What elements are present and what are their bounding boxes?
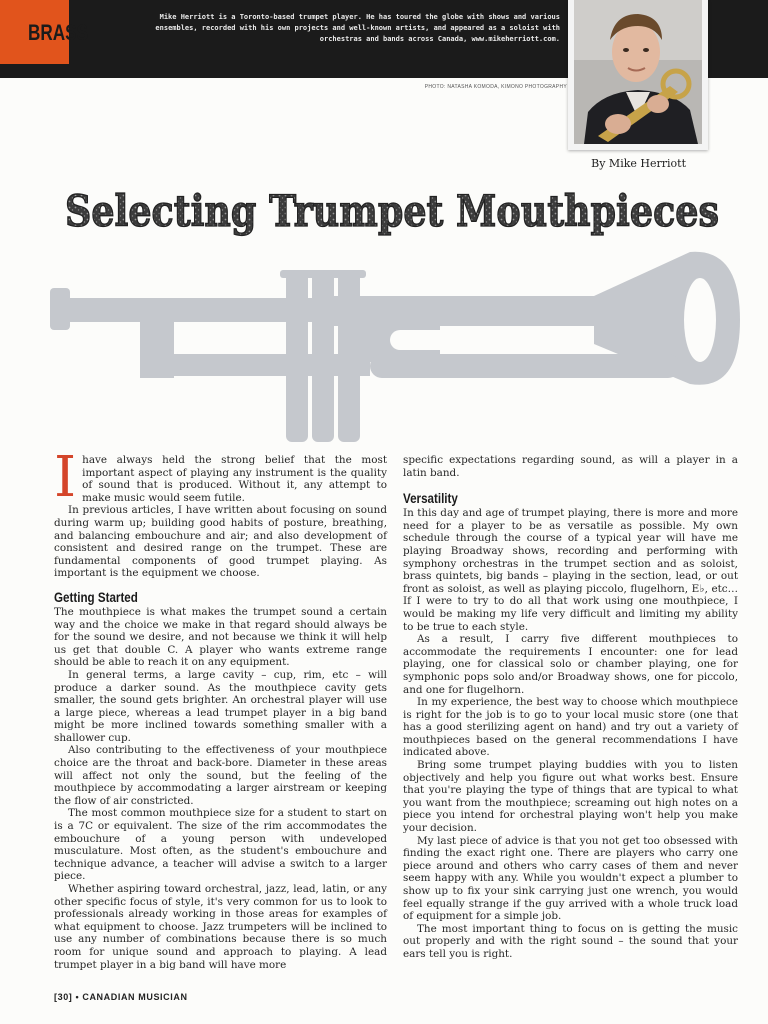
article-paragraph: The most common mouthpiece size for a student to start on is a 7C or equivalent. The size of the rim accommodates the embouchure of a young person with undeveloped musculature. Most often, as the student's embouchure and technique advance, a teacher will advise a switch to a larger piece.	[54, 807, 387, 883]
article-column-left	[54, 445, 387, 971]
article-paragraph: Whether aspiring toward orchestral, jazz, lead, latin, or any other specific focus of style, it's very common for us to look to professionals already working in those areas for examples of what equipment to choose. Jazz trumpeters will be inclined to use any number of combinations because there is so much room for unique sound and approach to playing. A lead trumpet player in a big band will have more	[54, 883, 387, 971]
section-heading-getting-started: Getting Started	[54, 589, 138, 605]
headline-text: Selecting Trumpet Mouthpieces	[65, 187, 719, 237]
article-paragraph: In previous articles, I have written about focusing on sound during warm up; building good habits of posture, breathing, and balancing embouchure and air; and also development of consistent and desired range on the trumpet. These are fundamental components of good trumpet playing. As important is the equipment we choose.	[54, 504, 387, 580]
headline-graphic	[62, 176, 722, 244]
article-paragraph: The most important thing to focus on is getting the music out properly and with the right sound – the sound that your ears tell you is right.	[403, 922, 738, 960]
article-paragraph: Bring some trumpet playing buddies with you to listen objectively and help you figure out what works best. Ensure that you're playing the type of things that are typical to what you want from the mouthpiece; screaming out high notes on a piece you intend for orchestral playing won't help you make your decision.	[403, 759, 738, 835]
photo-credit: PHOTO: NATASHA KOMODA, KIMONO PHOTOGRAPHY	[424, 84, 567, 90]
byline: By Mike Herriott	[591, 157, 686, 170]
article-paragraph: specific expectations regarding sound, as will a player in a latin band.	[403, 454, 738, 479]
intro-text: have always held the strong belief that the most important aspect of playing any instrument is the quality of sound that is produced. Without it, any attempt to make music would seem futile.	[82, 454, 387, 504]
drop-cap: I	[54, 445, 77, 510]
article-paragraph: The mouthpiece is what makes the trumpet sound a certain way and the choice we make in that regard should always be for the sound we desire, and not because we think it will help us get that double C. A player who wants extreme range should be able to reach it on any equipment.	[54, 605, 387, 669]
section-heading-versatility: Versatility	[403, 491, 458, 507]
author-portrait-image	[574, 0, 702, 144]
trumpet-illustration	[50, 236, 740, 446]
section-label: BRASS	[28, 20, 89, 45]
article-paragraph: Also contributing to the effectiveness of your mouthpiece choice are the throat and back-bore. Diameter in these areas will affect not only the sound, but the feeling of the mouthpiece by accommodating a larger airstream or keeping the flow of air constricted.	[54, 744, 387, 807]
article-paragraph: As a result, I carry five different mouthpieces to accommodate the requirements I encounter: one for lead playing, one for classical solo or chamber playing, one for symphonic pops solo and/or Broadway shows, one for piccolo, and one for flugelhorn.	[403, 633, 738, 696]
article-paragraph: In this day and age of trumpet playing, there is more and more need for a player to be as versatile as possible. My own schedule through the course of a typical year will have me playing Broadway shows, recording and performing with symphony orchestras in the trumpet section and as soloist, brass quintets, big bands – playing in the section, lead, or out front as soloist, as well as playing piccolo, flugelhorn, E♭, etc… If I were to try to do all that work using one mouthpiece, I would be making my life very difficult and limiting my ability to be true to each style.	[403, 507, 738, 633]
author-bio: Mike Herriott is a Toronto-based trumpet player. He has toured the globe with shows and various ensembles, recorded with his own projects and well-known artists, and appeared as a soloist with orchestras and bands across Canada, www.mikeherriott.com.	[155, 13, 560, 43]
author-photo	[568, 0, 708, 150]
article-paragraph	[54, 445, 387, 510]
headline	[62, 176, 722, 244]
page-footer: [30] • CANADIAN MUSICIAN	[54, 992, 188, 1002]
article-paragraph: My last piece of advice is that you not get too obsessed with finding the exact right one. There are players who carry one piece around and others who carry cases of them and never seem happy with any. While you wouldn't expect a plumber to show up to fix your sink carrying just one wrench, you would feel equally strange if the guy arrived with a whole truck load of equipment for a simple job.	[403, 834, 738, 923]
article-paragraph: In general terms, a large cavity – cup, rim, etc – will produce a darker sound. As the mouthpiece cavity gets smaller, the sound gets brighter. An orchestral player will use a large piece, whereas a lead trumpet player in a big band might be more inclined towards something smaller with a shallower cup.	[54, 668, 387, 744]
article-paragraph: In my experience, the best way to choose which mouthpiece is right for the job is to go to your local music store (one that has a good sterilizing agent on hand) and try out a variety of mouthpieces based on the general recommendations I have indicated above.	[403, 696, 738, 759]
article-column-right	[403, 454, 738, 961]
